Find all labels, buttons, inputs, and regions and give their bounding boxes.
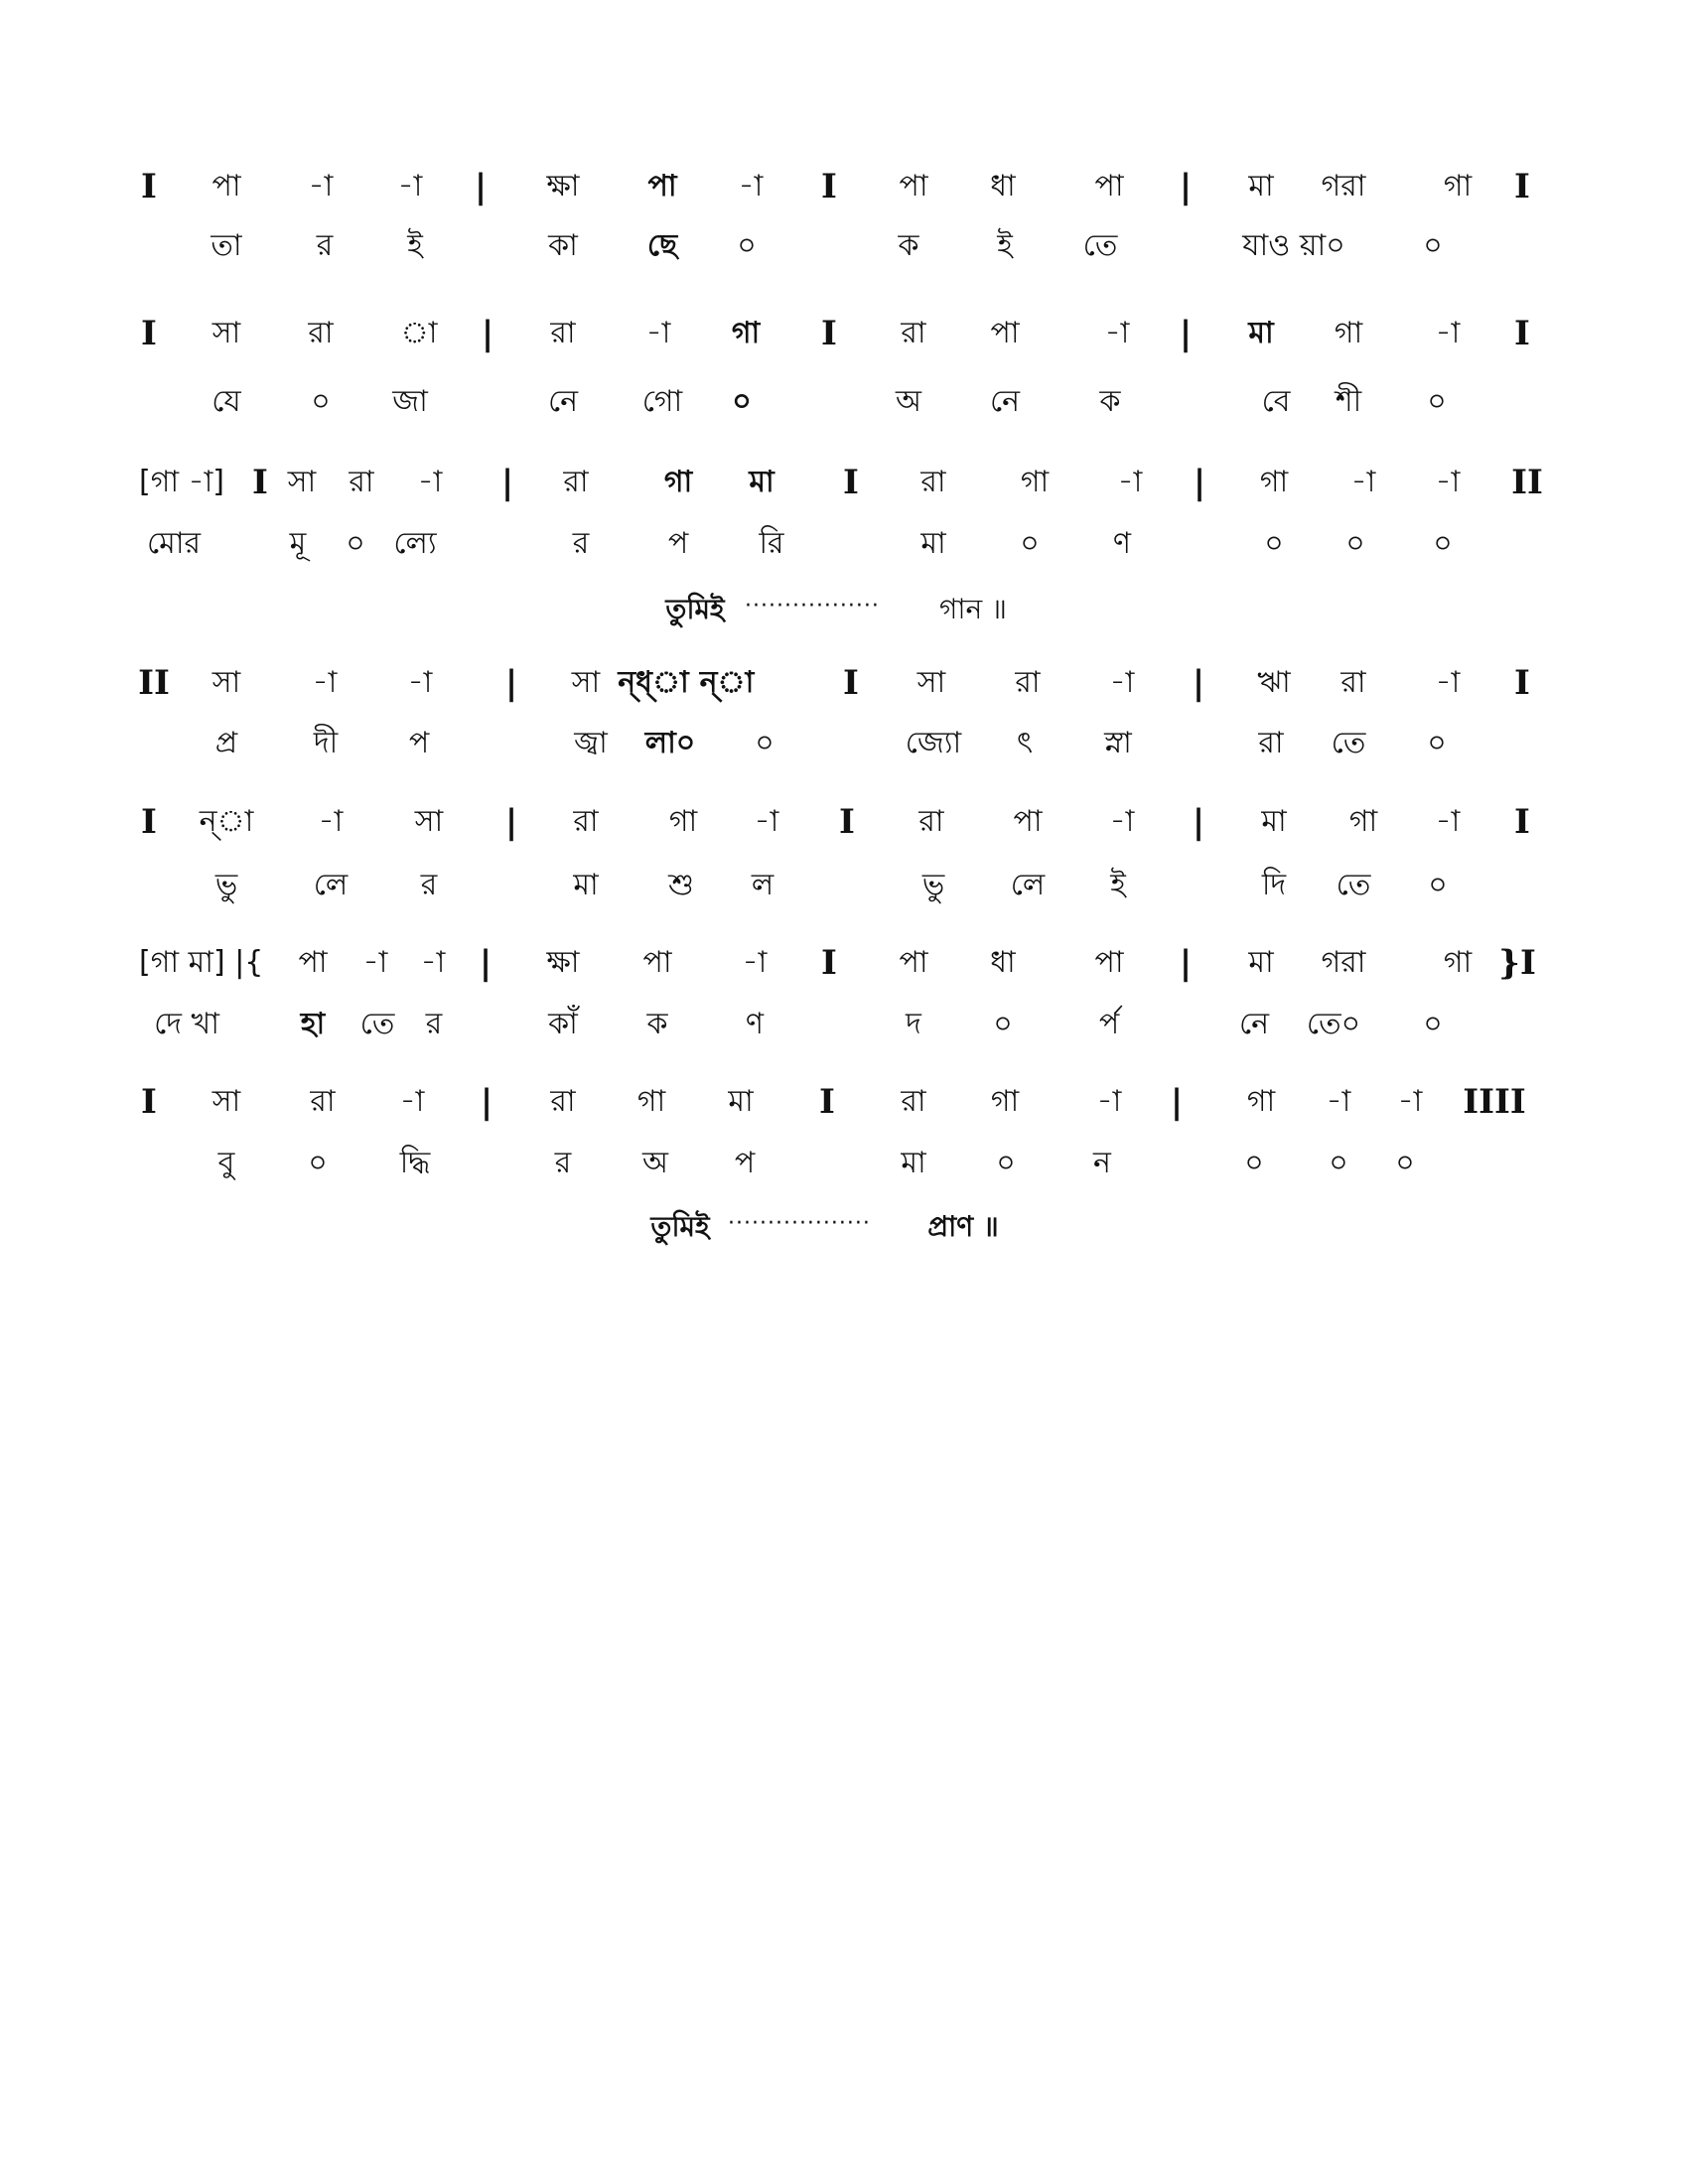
swara-row-2 [0, 314, 1688, 373]
bar-start: I [141, 1082, 157, 1122]
swara: গা [668, 804, 698, 839]
swara: রা [901, 316, 926, 350]
swara: -া [318, 804, 344, 839]
lyric-syllable: তে [1082, 228, 1118, 263]
swara: পা [298, 945, 328, 980]
bar-separator: | [481, 314, 494, 353]
bar-end: IIII [1463, 1082, 1526, 1122]
swara: -া [1109, 665, 1135, 700]
bar-separator: | [1193, 463, 1206, 502]
lyric-syllable: ০ [311, 384, 331, 419]
swara: রা [920, 465, 946, 499]
swara: -া [738, 169, 764, 204]
bar-end: II [1511, 463, 1543, 502]
lyric-syllable: লে [313, 868, 349, 902]
lyric-row-5 [0, 866, 1688, 925]
swara: -া [1397, 1084, 1423, 1119]
bar-start: II [138, 663, 170, 703]
swara: া [400, 316, 438, 350]
refrain-end: প্রাণ ॥ [927, 1210, 999, 1243]
lyric-syllable: র [316, 228, 334, 263]
swara: পা [899, 169, 928, 204]
swara: গা [1348, 804, 1378, 839]
swara: পা [642, 945, 672, 980]
bar-separator: | [1179, 943, 1193, 983]
swara: -া [1435, 465, 1461, 499]
lyric-syllable: নে [989, 384, 1021, 419]
lyric-syllable: ০ [1345, 526, 1365, 561]
lyric-syllable: নে [547, 384, 579, 419]
swara-row-6 [0, 943, 1688, 1003]
lyric-syllable: ই [997, 228, 1013, 263]
swara: ন্া [199, 804, 254, 839]
swara: -া [645, 316, 671, 350]
lyric-syllable: ভু [214, 868, 238, 902]
bar-separator: | [1179, 167, 1193, 206]
lyric-syllable: ০ [1423, 1007, 1443, 1041]
lyric-syllable: ৎ [1016, 726, 1034, 760]
swara: -া [1435, 804, 1461, 839]
refrain-line-1 [0, 590, 1688, 639]
swara: পা [647, 169, 677, 204]
lyric-syllable: ০ [993, 1007, 1013, 1041]
lyric-syllable: মূ [289, 526, 307, 561]
lyric-syllable: ০ [1244, 1146, 1264, 1180]
swara: -া [1104, 316, 1130, 350]
lyric-syllable: ক [898, 228, 919, 263]
lyric-syllable: র [572, 526, 590, 561]
bar-separator: | [1170, 1082, 1184, 1122]
bar-separator: | [1179, 314, 1193, 353]
lyric-row-1 [0, 226, 1688, 286]
swara: -া [1435, 316, 1461, 350]
lyric-row-3 [0, 524, 1688, 584]
lyric-syllable: ল্যে [393, 526, 437, 561]
lyric-syllable: স্না [1104, 726, 1132, 760]
lyric-syllable: ভু [921, 868, 945, 902]
swara: ন্া [699, 665, 755, 700]
lyric-syllable: প [667, 526, 689, 561]
refrain-line-2 [0, 1207, 1688, 1257]
prefix-bracket: [গা -া] [139, 465, 225, 499]
swara: রা [308, 316, 334, 350]
swara: পা [899, 945, 928, 980]
swara: রা [550, 316, 576, 350]
lyric-syllable: ০ [346, 526, 365, 561]
lyric-syllable: র [554, 1146, 572, 1180]
prefix-bracket: [গা মা] |{ [139, 945, 264, 980]
swara: -া [1117, 465, 1143, 499]
swara: গরা [1321, 169, 1366, 204]
swara: রা [563, 465, 589, 499]
swara-row-1 [0, 167, 1688, 226]
lyric-syllable: প [734, 1146, 756, 1180]
bar-separator: | [500, 463, 514, 502]
lyric-syllable: ক [1099, 384, 1121, 419]
lyric-row-4 [0, 724, 1688, 783]
swara: সা [287, 465, 317, 499]
bar-separator: I [821, 314, 837, 353]
swara: মা [1248, 945, 1274, 980]
lyric-syllable: ০ [755, 726, 774, 760]
swara: গা [731, 316, 761, 350]
lyric-syllable: যাও য়া০ [1242, 228, 1345, 263]
lyric-syllable: ০ [1020, 526, 1040, 561]
refrain-start: তুমিই [650, 1210, 710, 1243]
lyric-syllable: শী [1335, 384, 1362, 419]
swara: মা [1248, 316, 1274, 350]
bar-end: I [1514, 314, 1530, 353]
swara: -া [417, 465, 443, 499]
lyric-syllable: ল [751, 868, 774, 902]
lyric-syllable: যে [211, 384, 241, 419]
bar-separator: | [479, 943, 492, 983]
swara: রা [310, 1084, 336, 1119]
lyric-syllable: মোর [146, 526, 202, 561]
swara: মা [1248, 169, 1274, 204]
lyric-syllable: ই [1110, 868, 1126, 902]
lyric-syllable: জ্বা [574, 726, 608, 760]
lyric-syllable: নে [1238, 1007, 1270, 1041]
swara: সা [414, 804, 444, 839]
lyric-syllable: রি [759, 526, 784, 561]
lyric-syllable: দ [906, 1007, 921, 1041]
swara-row-4 [0, 663, 1688, 723]
lyric-syllable: তা [211, 228, 242, 263]
lyric-syllable: তে [359, 1007, 395, 1041]
swara: -া [1096, 1084, 1122, 1119]
bar-start: I [252, 463, 268, 502]
lyric-syllable: অ [642, 1146, 668, 1180]
bar-end: }I [1498, 943, 1536, 983]
swara: ক্ষা [546, 945, 580, 980]
bar-separator: | [504, 663, 518, 703]
refrain-dots: ·················· [728, 1211, 871, 1236]
lyric-syllable: ০ [308, 1146, 328, 1180]
swara: -া [1109, 804, 1135, 839]
swara: গা [1246, 1084, 1276, 1119]
lyric-syllable: প [408, 726, 430, 760]
lyric-syllable: ০ [1433, 526, 1453, 561]
bar-separator: | [474, 167, 488, 206]
swara: -া [1350, 465, 1376, 499]
swara-row-3 [0, 463, 1688, 522]
swara: -া [754, 804, 779, 839]
swara: গা [1443, 169, 1473, 204]
lyric-syllable: র্প [1098, 1007, 1120, 1041]
swara: গা [1334, 316, 1363, 350]
lyric-syllable: দী [313, 726, 339, 760]
lyric-syllable: ণ [1112, 526, 1132, 561]
bar-separator: I [843, 463, 859, 502]
lyric-syllable: অ [896, 384, 921, 419]
swara: গা [1020, 465, 1050, 499]
swara: -া [397, 169, 423, 204]
swara: রা [1340, 665, 1366, 700]
lyric-syllable: ০ [1264, 526, 1284, 561]
refrain-end: গান ॥ [939, 593, 1007, 625]
swara: রা [918, 804, 944, 839]
lyric-syllable: ক [646, 1007, 668, 1041]
swara: পা [1094, 169, 1124, 204]
swara-row-5 [0, 802, 1688, 862]
swara: পা [1094, 945, 1124, 980]
bar-separator: I [843, 663, 859, 703]
swara: মা [749, 465, 774, 499]
lyric-syllable: ০ [1423, 228, 1443, 263]
swara: -া [1326, 1084, 1351, 1119]
swara: -া [1435, 665, 1461, 700]
swara: গা [1443, 945, 1473, 980]
lyric-syllable: দি [1261, 868, 1287, 902]
lyric-syllable: ০ [1427, 384, 1447, 419]
lyric-syllable: দে খা [154, 1007, 219, 1041]
lyric-syllable: ০ [737, 228, 757, 263]
lyric-syllable: বু [217, 1146, 235, 1180]
swara: সা [916, 665, 946, 700]
swara: রা [1015, 665, 1041, 700]
swara: রা [550, 1084, 576, 1119]
swara: মা [728, 1084, 754, 1119]
swara: গা [663, 465, 693, 499]
swara: ন্ধ্া [618, 665, 689, 700]
lyric-syllable: তে [1336, 868, 1371, 902]
lyric-syllable: র [420, 868, 438, 902]
lyric-syllable: ০ [1329, 1146, 1348, 1180]
swara: রা [901, 1084, 926, 1119]
bar-end: I [1514, 663, 1530, 703]
swara: ধা [990, 945, 1016, 980]
lyric-syllable: দ্ধি [399, 1146, 431, 1180]
lyric-syllable: ছে [646, 228, 678, 263]
bar-end: I [1514, 802, 1530, 842]
bar-separator: | [1192, 802, 1205, 842]
refrain-dots: ················· [745, 594, 880, 618]
swara: ক্ষা [546, 169, 580, 204]
lyric-syllable: তে০ [1306, 1007, 1361, 1041]
swara: -া [407, 665, 433, 700]
swara-row-7 [0, 1082, 1688, 1142]
swara: -া [420, 945, 446, 980]
lyric-syllable: প্র [214, 726, 238, 760]
lyric-row-2 [0, 382, 1688, 442]
swara: -া [308, 169, 334, 204]
lyric-syllable: শু [668, 868, 694, 902]
swara: সা [211, 316, 241, 350]
lyric-syllable: লে [1010, 868, 1046, 902]
lyric-row-7 [0, 1144, 1688, 1203]
bar-separator: I [839, 802, 855, 842]
swara: সা [571, 665, 601, 700]
swara: ধা [990, 169, 1016, 204]
bar-separator: | [1192, 663, 1205, 703]
swara: গা [1259, 465, 1289, 499]
swara: রা [349, 465, 374, 499]
bar-end: I [1514, 167, 1530, 206]
lyric-syllable: ০ [996, 1146, 1016, 1180]
bar-start: I [141, 314, 157, 353]
lyric-syllable: লা০ [644, 726, 696, 760]
lyric-syllable: ০ [1427, 726, 1447, 760]
swara: গা [990, 1084, 1020, 1119]
swara: রা [573, 804, 599, 839]
lyric-row-6 [0, 1005, 1688, 1064]
lyric-syllable: ন [1093, 1146, 1111, 1180]
swara: ঋা [1257, 665, 1291, 700]
bar-separator: | [504, 802, 518, 842]
swara: গরা [1321, 945, 1366, 980]
lyric-syllable: ০ [1428, 868, 1448, 902]
lyric-syllable: মা [920, 526, 946, 561]
swara: মা [1261, 804, 1287, 839]
lyric-syllable: তে [1331, 726, 1366, 760]
lyric-syllable: ০ [1395, 1146, 1415, 1180]
bar-separator: I [821, 167, 837, 206]
bar-separator: I [821, 943, 837, 983]
swara: পা [1013, 804, 1043, 839]
lyric-syllable: ই [407, 228, 423, 263]
lyric-syllable: বে [1261, 384, 1291, 419]
bar-start: I [141, 802, 157, 842]
lyric-syllable: কাঁ [548, 1007, 578, 1041]
swara: সা [211, 665, 241, 700]
bar-separator: I [819, 1082, 835, 1122]
lyric-syllable: জা [392, 384, 428, 419]
lyric-syllable: রা [1258, 726, 1284, 760]
swara: সা [211, 1084, 241, 1119]
swara: পা [990, 316, 1020, 350]
lyric-syllable: র [425, 1007, 443, 1041]
swara: -া [312, 665, 338, 700]
lyric-syllable: কা [548, 228, 578, 263]
bar-separator: | [480, 1082, 493, 1122]
bar-start: I [141, 167, 157, 206]
swara: -া [399, 1084, 425, 1119]
swara: পা [211, 169, 241, 204]
refrain-start: তুমিই [665, 593, 725, 625]
lyric-syllable: মা [901, 1146, 926, 1180]
swara: -া [742, 945, 768, 980]
lyric-syllable: গো [641, 384, 683, 419]
lyric-syllable: মা [573, 868, 599, 902]
swara: গা [636, 1084, 666, 1119]
lyric-syllable: হা [300, 1007, 326, 1041]
lyric-syllable: জ্যো [905, 726, 962, 760]
swara: -া [362, 945, 388, 980]
lyric-syllable: ০ [732, 384, 752, 419]
lyric-syllable: ণ [745, 1007, 765, 1041]
